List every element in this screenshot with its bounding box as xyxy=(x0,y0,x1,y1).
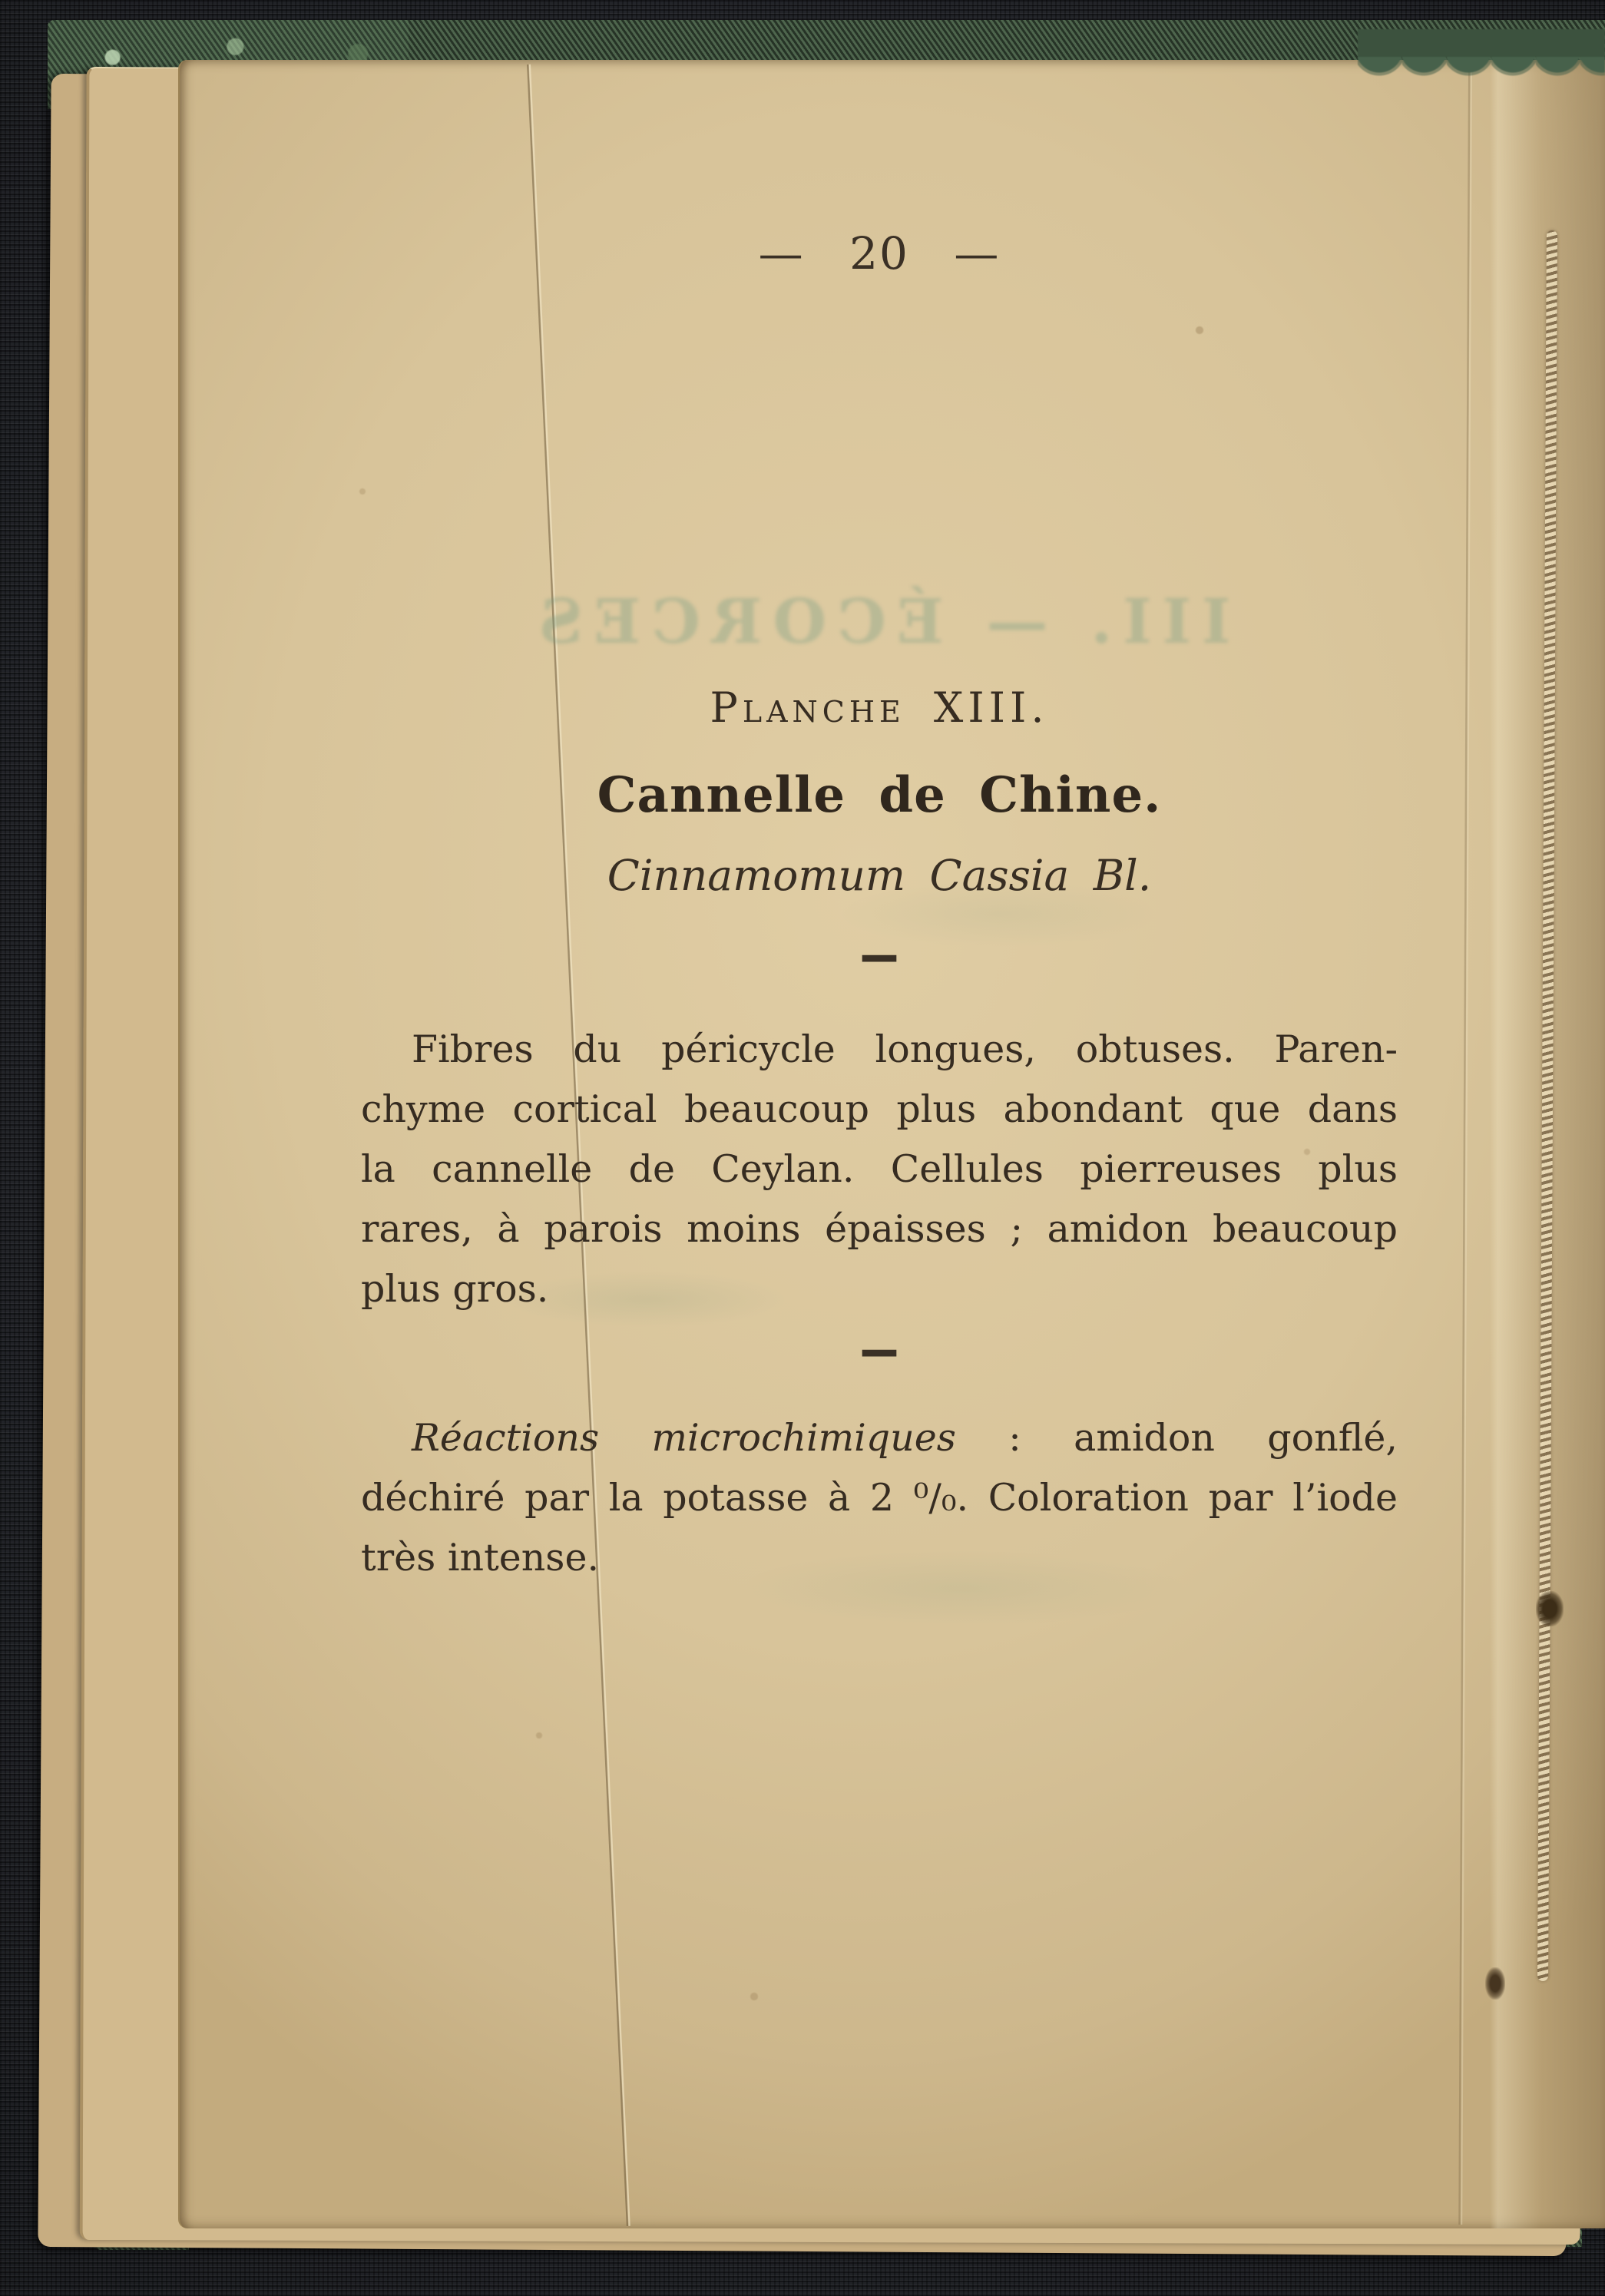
text-line: chyme cortical beaucoup plus abondant que dans xyxy=(361,1087,1398,1131)
text-line: plus gros. xyxy=(361,1267,549,1311)
ghost-showthrough-text: III. — ÉCORCES xyxy=(528,585,1231,657)
page-title: Cannelle de Chine. xyxy=(597,766,1162,824)
lead-rest: : amidon gonflé, xyxy=(955,1416,1398,1460)
text-line: déchiré par la potasse à 2 ⁰/₀. Coloration par l’iode xyxy=(361,1476,1398,1520)
species-name: Cinnamomum Cassia Bl. xyxy=(607,851,1152,900)
text-line: rares, à parois moins épaisses ; amidon beaucoup xyxy=(361,1207,1398,1251)
plate-heading: Planche XIII. xyxy=(710,683,1049,732)
folio-page-number: — 20 — xyxy=(758,227,1001,280)
text-line xyxy=(361,1408,1398,1468)
section-separator-1: — xyxy=(860,919,898,988)
text-line: très intense. xyxy=(361,1536,600,1580)
paragraph-2 xyxy=(361,1408,1398,1588)
text-line: Fibres du péricycle longues, obtuses. Paren- xyxy=(412,1027,1398,1071)
section-separator-2: — xyxy=(860,1314,898,1382)
paragraph-1 xyxy=(361,1020,1398,1319)
italic-lead: Réactions microchimiques xyxy=(412,1416,956,1460)
text-line: la cannelle de Ceylan. Cellules pierreuses plus xyxy=(361,1147,1398,1191)
